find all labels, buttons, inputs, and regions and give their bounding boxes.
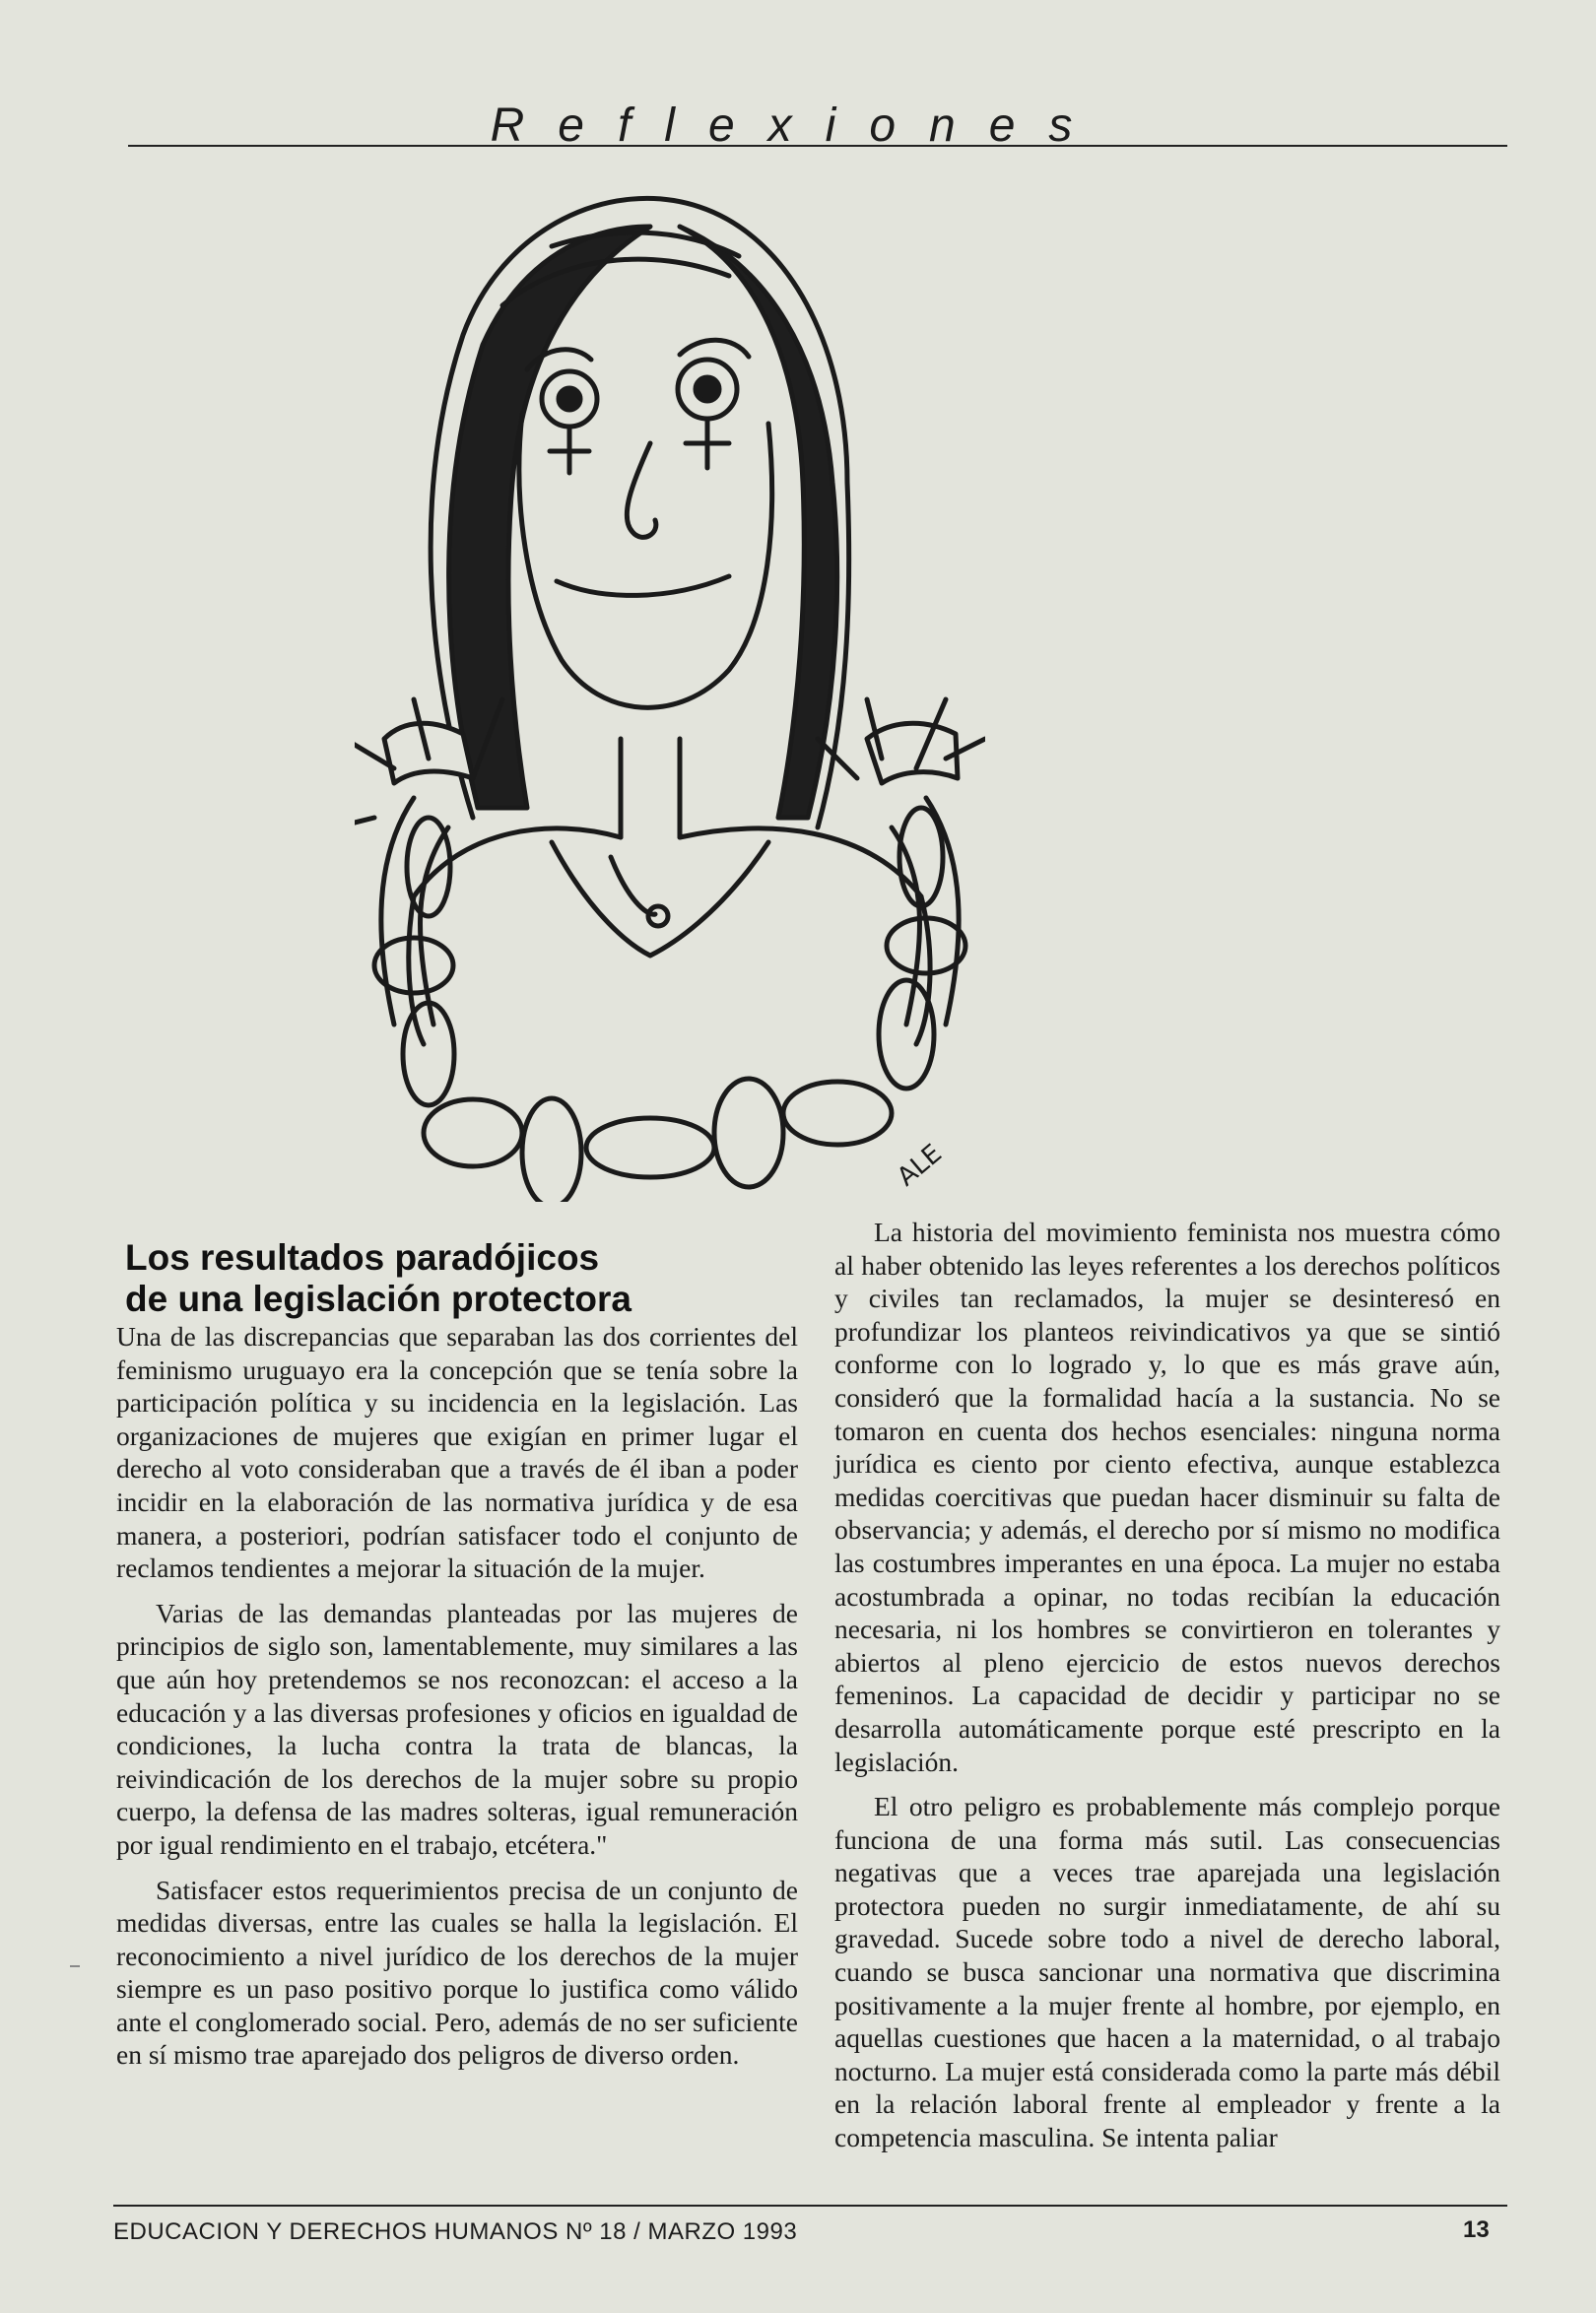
paragraph: Varias de las demandas planteadas por las mujeres de principios de siglo son, lamentablemente, muy similares a las que aún hoy pretendemos se nos reconozcan: el acceso a la educación y a las diversas profesiones y oficios en igualdad de condiciones, la lucha contra la trata de blancas, la reivindicación de los derechos de la mujer sobre su propio cuerpo, la defensa de las madres solteras, igual remuneración por igual rendimiento en el trabajo, etcétera." [116, 1597, 798, 1860]
paragraph: La historia del movimiento feminista nos muestra cómo al haber obtenido las leyes referentes a los derechos políticos y civiles tan reclamados, la mujer se desinteresó en profundizar los planteos reivindicativos ya que se sintió conforme con lo logrado y, lo que es más grave aún, consideró que la formalidad hacía a la sustancia. No se tomaron en cuenta dos hechos esenciales: ninguna norma jurídica es ciento por ciento efectiva, aunque establezca medidas coercitivas que puedan hacer disminuir su falta de observancia; y además, el derecho por sí mismo no modifica las costumbres imperantes en una época. La mujer no estaba acostumbrada a opinar, no todas recibían la educación necesaria, ni los hombres se convirtieron en tolerantes y abiertos al pleno ejercicio de estos nuevos derechos femeninos. La capacidad de decidir y participar no se desarrolla automáticamente porque esté prescripto en la legislación. [834, 1217, 1500, 1777]
paragraph: Una de las discrepancias que separaban las dos corrientes del feminismo uruguayo era la concepción que se tenía sobre la participación política y su incidencia en la legislación. Las organizaciones de mujeres que exigían en primer lugar el derecho al voto consideraban que a través de él iban a poder incidir en la elaboración de las normativa jurídica y de esa manera, a posteriori, podrían satisfacer todo el conjunto de reclamos tendientes a mejorar la situación de la mujer. [116, 1321, 798, 1584]
page-number: 13 [1463, 2216, 1490, 2243]
section-title-text: Reflexiones [490, 99, 1106, 152]
heading-line-2: de una legislación protectora [125, 1279, 632, 1319]
header-rule [128, 145, 1507, 147]
paragraph: El otro peligro es probablemente más complejo porque funciona de una forma más sutil. Las consecuencias negativas que a veces trae aparejada una legislación protectora pueden no surgir inmediatamente, de ahí su gravedad. Sucede sobre todo a nivel de derecho laboral, cuando se busca sancionar una normativa que discrimina positivamente a la mujer frente al hombre, por ejemplo, en aquellas cuestiones que hacen a la maternidad, o al trabajo nocturno. La mujer está considerada como la parte más débil en la relación laboral frente al empleador y frente a la competencia masculina. Se intenta paliar [834, 1791, 1500, 2153]
cartoon-illustration [355, 187, 985, 1202]
left-column [116, 1320, 798, 2072]
margin-mark [70, 1965, 80, 1967]
right-column [834, 1216, 1500, 2154]
illustration-signature: ALE [892, 1139, 948, 1193]
article-heading [125, 1237, 805, 1320]
paragraph: Satisfacer estos requerimientos precisa de un conjunto de medidas diversas, entre las cuales se halla la legislación. El reconocimiento a nivel jurídico de los derechos de la mujer siempre es un paso positivo porque lo justifica como válido ante el conglomerado social. Pero, además de no ser suficiente en sí mismo trae aparejado dos peligros de diverso orden. [116, 1874, 798, 2071]
heading-line-1: Los resultados paradójicos [125, 1237, 600, 1278]
footer-publication: EDUCACION Y DERECHOS HUMANOS Nº 18 / MARZO 1993 [113, 2218, 798, 2245]
footer-rule [113, 2205, 1507, 2207]
